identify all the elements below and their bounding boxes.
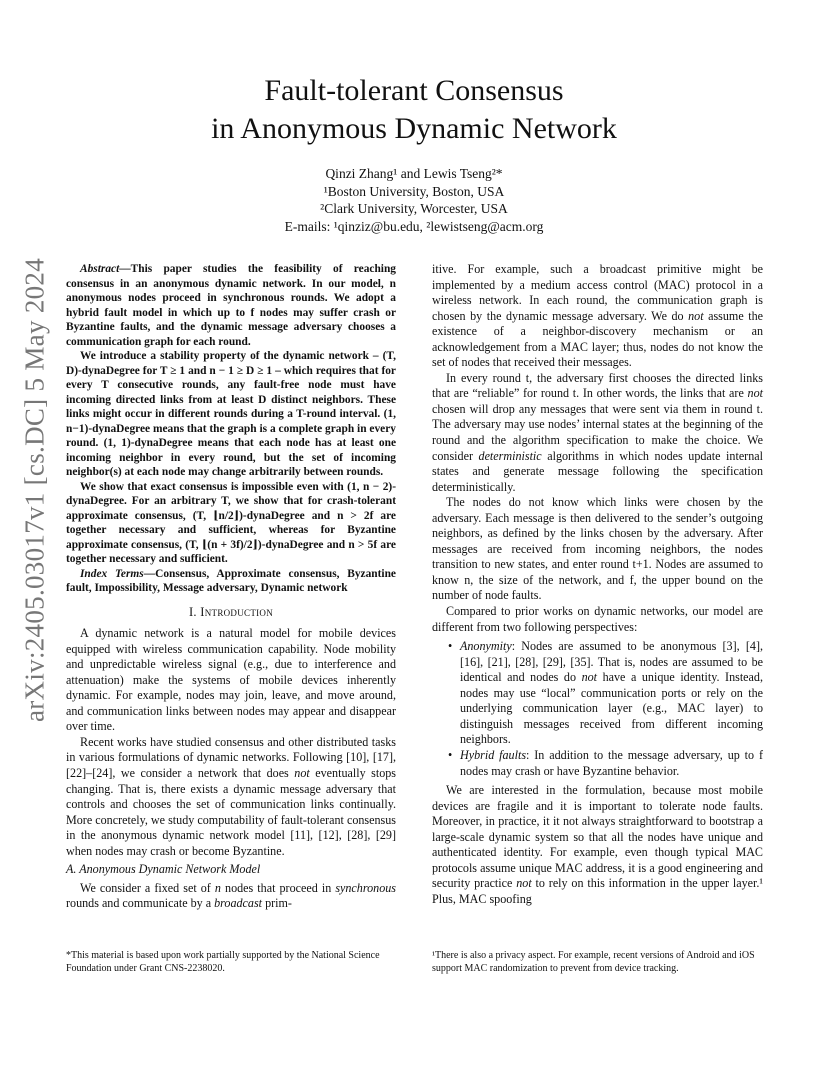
author-block	[80, 165, 748, 235]
affiliation-2: ²Clark University, Worcester, USA	[320, 201, 508, 216]
arxiv-sidebar	[10, 230, 60, 750]
right-p5-emphasis: not	[516, 876, 532, 891]
right-p2-text-c: algorithms in which nodes update internal states and generate message following the specification deterministically.	[432, 448, 763, 494]
list-item-anonymity	[448, 639, 763, 748]
intro-p3-synchronous: synchronous	[335, 880, 396, 895]
arxiv-identifier: arXiv:2405.03017v1 [cs.DC] 5 May 2024	[19, 257, 50, 723]
intro-p3-broadcast: broadcast	[214, 896, 263, 911]
anonymity-label: Anonymity	[460, 639, 512, 654]
anonymity-emphasis: not	[581, 670, 598, 685]
abstract-paragraph-3: We show that exact consensus is impossible even with (1, n − 2)-dynaDegree. For an arbitrary T, we show that for crash-tolerant approximate consensus, (T, ⌊n/2⌋)-dynaDegree and n > 2f are together necessary and sufficient, whereas for Byzantine approximate consensus, (T, ⌊(n + 3f)/2⌋)-dynaDegree and n > 5f are together necessary and sufficient.	[66, 480, 396, 565]
right-column	[432, 262, 763, 907]
intro-p2-text-a: Recent works have studied consensus and other distributed tasks in various formulations of dynamic networks. Following [10], [17], [22]–[24], we consider a network that does	[66, 734, 396, 780]
right-p1-emphasis: not	[688, 308, 704, 323]
anonymity-text-a: : Nodes are assumed to be anonymous [3], [4], [16], [21], [28], [29], [35]. That is, nodes are assumed to be identical and nodes do	[460, 639, 763, 685]
abstract	[66, 262, 396, 596]
right-p1-text-b: assume the existence of a neighbor-discovery mechanism or an acknowledgement from a MAC layer; thus, nodes do not know the set of nodes that received their messages.	[432, 308, 763, 370]
index-terms-label: Index Terms	[80, 567, 144, 580]
intro-p3-text-d: prim-	[262, 896, 292, 911]
right-paragraph-1	[432, 262, 763, 371]
anonymity-text-b: have a unique identity. Instead, nodes may use “local” communication ports or rely on the underlying communication layer (e.g., MAC layer) to distinguish messages received from different incoming neighbors.	[460, 670, 763, 747]
intro-p3-text-a: We consider a fixed set of	[80, 880, 215, 895]
right-paragraph-4: Compared to prior works on dynamic networks, our model are different from two following perspectives:	[432, 604, 763, 634]
abstract-paragraph-1	[66, 262, 396, 349]
right-paragraph-3: The nodes do not know which links were chosen by the adversary. Each message is then delivered to the sender’s outgoing neighbors, as defined by the links chosen by the adversary. After messages are received from incoming neighbors, the nodes transition to new states, and enter round t+1. Nodes are assumed to know n, the size of the network, and f, the upper bound on the number of node faults.	[432, 495, 763, 603]
abstract-label: Abstract	[80, 263, 120, 275]
abstract-text-1: —This paper studies the feasibility of reaching consensus in an anonymous dynamic network. In our model, n anonymous nodes proceed in synchronous rounds. We adopt a hybrid fault model in which up to f nodes may suffer crash or Byzantine faults, and the dynamic message adversary chooses a communication graph for each round.	[66, 263, 396, 348]
right-p1-text-a: itive. For example, such a broadcast primitive might be implemented by a medium access control (MAC) protocol in a wireless network. In each round, the communication graph is chosen by the dynamic message adversary. We do	[432, 262, 763, 323]
title-line-2: in Anonymous Dynamic Network	[211, 112, 617, 145]
right-p5-text-b: to rely on this information in the upper layer.¹ Plus, MAC spoofing	[432, 876, 763, 906]
index-terms	[66, 567, 396, 596]
bullet-icon: •	[448, 747, 453, 762]
hybrid-faults-text: : In addition to the message adversary, up to f nodes may crash or have Byzantine behavior.	[460, 747, 763, 778]
bullet-icon: •	[448, 639, 453, 654]
intro-paragraph-2	[66, 735, 396, 859]
intro-p3-text-b: nodes that proceed in	[220, 880, 336, 895]
right-p2-text-a: In every round t, the adversary first chooses the directed links that are “reliable” for round t. In other words, the links that are	[432, 370, 763, 401]
author-emails: E-mails: ¹qinziz@bu.edu, ²lewistseng@acm.org	[284, 218, 544, 234]
affiliation-1: ¹Boston University, Boston, USA	[323, 183, 505, 199]
index-terms-text: —Consensus, Approximate consensus, Byzantine fault, Impossibility, Message adversary, Dynamic network	[66, 567, 396, 594]
paper-title	[80, 72, 748, 148]
section-heading-introduction: I. Introduction	[188, 604, 274, 619]
intro-p2-emphasis: not	[294, 765, 310, 780]
intro-p2-text-b: eventually stops changing. That is, there exists a dynamic message adversary that controls and chooses the set of communication links continually. More concretely, we study computability of fault-tolerant consensus in the anonymous dynamic network model [11], [12], [28], [29] when nodes may crash or become Byzantine.	[66, 765, 396, 858]
list-item-hybrid-faults	[448, 747, 763, 779]
intro-paragraph-3	[66, 881, 396, 912]
right-paragraph-5	[432, 783, 763, 907]
abstract-paragraph-2: We introduce a stability property of the dynamic network – (T, D)-dynaDegree for T ≥ 1 and n − 1 ≥ D ≥ 1 – which requires that for every T consecutive rounds, any fault-free node must have incoming directed links from at least D distinct neighbors. These links might occur in different rounds during a T-round interval. (1, n−1)-dynaDegree means that the graph is a complete graph in every round. (1, 1)-dynaDegree means that each node has at least one incoming neighbor in every round, but the set of incoming neighbor(s) at each node may change arbitrarily between rounds.	[66, 350, 396, 478]
right-p2-text-b: chosen will drop any messages that were sent via them in round t. The adversary may use nodes’ internal states at the beginning of the round and the algorithm specification to make the choice. We consider	[432, 401, 763, 463]
right-p2-emphasis: not	[747, 386, 763, 401]
footnote-funding: *This material is based upon work partially supported by the National Science Foundation under Grant CNS-2238020.	[66, 950, 380, 974]
perspectives-list	[432, 639, 763, 779]
intro-paragraph-1: A dynamic network is a natural model for mobile devices equipped with wireless communication capability. Node mobility and unpredictable wireless signal (e.g., due to interference and attenuation) make the systems of mobile devices inherently dynamic. For example, nodes may join, leave, and move around, and communication links between nodes may appear and disappear over time.	[66, 626, 396, 734]
intro-p3-var-n: n	[214, 880, 221, 895]
right-p2-deterministic: deterministic	[478, 448, 542, 463]
right-p5-text-a: We are interested in the formulation, because most mobile devices are fragile and it is important to tolerate node faults. Moreover, in practice, it it not always straightforward to bootstrap a large-scale dynamic system so that all the nodes have unique and authenticated identity. For example, even though typical MAC protocols assume unique MAC address, it is a good engineering and security practice	[432, 783, 763, 891]
subsection-heading-model: A. Anonymous Dynamic Network Model	[66, 862, 261, 877]
left-column	[66, 262, 396, 912]
intro-p3-text-c: rounds and communicate by a	[66, 896, 215, 911]
title-line-1: Fault-tolerant Consensus	[264, 74, 564, 107]
author-names: Qinzi Zhang¹ and Lewis Tseng²*	[325, 166, 503, 181]
hybrid-faults-label: Hybrid faults	[460, 747, 527, 762]
right-paragraph-2	[432, 371, 763, 495]
footnote-privacy: ¹There is also a privacy aspect. For example, recent versions of Android and iOS support MAC randomization to prevent from device tracking.	[432, 950, 755, 974]
